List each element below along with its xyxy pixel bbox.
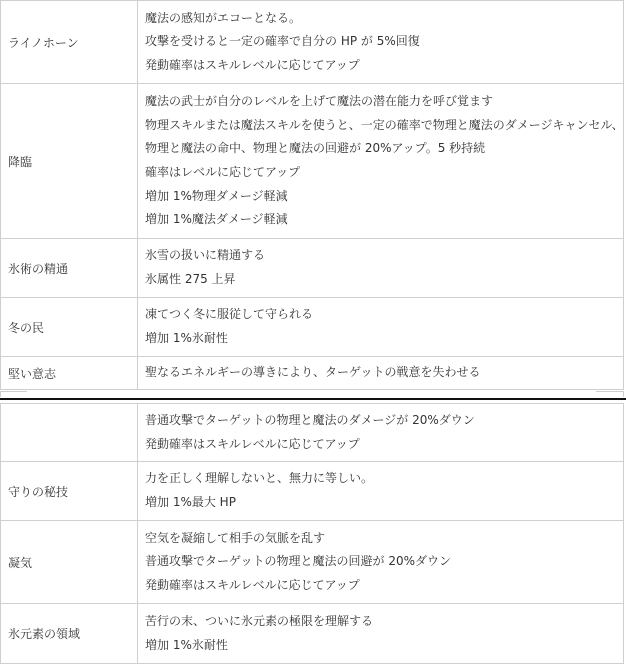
desc-line: 発動確率はスキルレベルに応じてアップ — [145, 57, 360, 72]
table-border-stub — [623, 391, 624, 397]
table-row — [1, 357, 624, 390]
desc-line: 増加 1%氷耐性 — [145, 637, 228, 652]
skill-desc-cell — [138, 462, 624, 521]
skill-name: 堅い意志 — [8, 366, 57, 381]
skill-name: 氷元素の領域 — [8, 627, 81, 641]
skill-table-bottom — [0, 403, 624, 664]
desc-line: 力を正しく理解しないと、無力に等しい。 — [145, 471, 374, 486]
desc-line: 増加 1%氷耐性 — [145, 331, 228, 345]
skill-name-cell — [1, 462, 138, 521]
desc-line: 普通攻撃でターゲットの物理と魔法の回避が 20%ダウン — [145, 554, 452, 569]
skill-desc-cell — [138, 84, 624, 239]
skill-name-cell — [1, 1, 138, 84]
skill-desc-cell — [138, 357, 624, 390]
table-border-stub — [0, 391, 1, 397]
table-border-stub — [596, 391, 624, 392]
table-row — [1, 84, 624, 239]
table-row — [1, 462, 624, 521]
desc-line: 氷属性 275 上昇 — [145, 272, 236, 286]
skill-name-cell — [1, 239, 138, 298]
desc-line: 苦行の末、ついに氷元素の極限を理解する — [145, 613, 374, 628]
skill-name-cell — [1, 84, 138, 239]
desc-line: 攻撃を受けると一定の確率で自分の HP が 5%回復 — [145, 34, 420, 49]
skill-name: 守りの秘技 — [8, 484, 69, 499]
skill-name: 冬の民 — [8, 320, 45, 335]
skill-desc-cell — [138, 404, 624, 462]
desc-line: 魔法の武士が自分のレベルを上げて魔法の潜在能力を呼び覚ます — [145, 94, 494, 109]
skill-desc-cell — [138, 298, 624, 357]
skill-name-cell — [1, 357, 138, 390]
desc-line: 増加 1%物理ダメージ軽減 — [145, 188, 288, 203]
desc-line: 氷雪の扱いに精通する — [145, 248, 266, 263]
table-row — [1, 239, 624, 298]
desc-line: 普通攻撃でターゲットの物理と魔法のダメージが 20%ダウン — [145, 412, 475, 427]
desc-line: 物理スキルまたは魔法スキルを使うと、一定の確率で物理と魔法のダメージキャンセル、 — [145, 117, 624, 132]
table-body — [1, 1, 624, 390]
skill-name: 氷術の精通 — [8, 261, 69, 276]
table-row — [1, 521, 624, 604]
skill-desc-cell — [138, 239, 624, 298]
page-divider — [0, 398, 626, 400]
desc-line: 空気を凝縮して相手の気脈を乱す — [145, 530, 326, 545]
desc-line: 聖なるエネルギーの導きにより、ターゲットの戦意を失わせる — [145, 365, 481, 380]
desc-line: 発動確率はスキルレベルに応じてアップ — [145, 436, 360, 451]
skill-name-cell — [1, 404, 138, 462]
desc-line: 発動確率はスキルレベルに応じてアップ — [145, 577, 360, 592]
skill-name: 降臨 — [8, 154, 33, 169]
table-row — [1, 1, 624, 84]
table-row — [1, 604, 624, 664]
skill-name-cell — [1, 604, 138, 664]
table-border-stub — [0, 391, 27, 392]
skill-desc-cell — [138, 1, 624, 84]
skill-name: 凝気 — [8, 555, 33, 570]
skill-desc-cell — [138, 604, 624, 664]
desc-line: 凍てつく冬に服従して守られる — [145, 307, 314, 322]
desc-line: 物理と魔法の命中、物理と魔法の回避が 20%アップ。5 秒持続 — [145, 141, 486, 156]
skill-name-cell — [1, 521, 138, 604]
table-row — [1, 404, 624, 462]
skill-name: ライノホーン — [8, 35, 79, 50]
desc-line: 増加 1%魔法ダメージ軽減 — [145, 212, 288, 227]
desc-line: 魔法の感知がエコーとなる。 — [145, 10, 302, 25]
desc-line: 増加 1%最大 HP — [145, 495, 236, 509]
skill-desc-cell — [138, 521, 624, 604]
skill-name-cell — [1, 298, 138, 357]
table-body — [1, 404, 624, 664]
desc-line: 確率はレベルに応じてアップ — [145, 165, 301, 179]
table-row — [1, 298, 624, 357]
